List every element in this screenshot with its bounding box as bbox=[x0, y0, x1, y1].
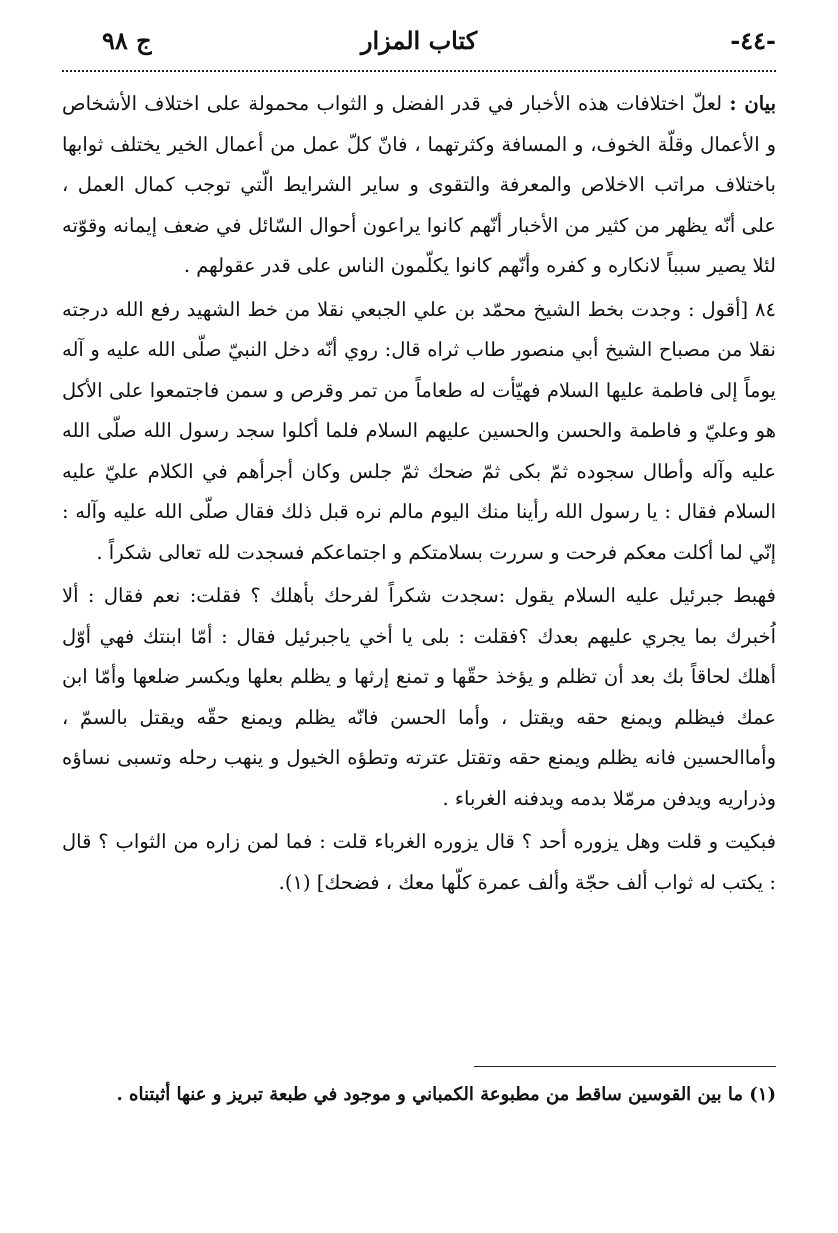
bayan-text: لعلّ اختلافات هذه الأخبار في قدر الفضل و الثواب محمولة على اختلاف الأشخاص و الأعمال وقلّة الخوف، و المسافة وكثرتهما ، فانّ كلّ عمل من أعمال الخير يختلف ثوابها باختلاف مراتب الاخلاص والمعرفة والتقوى و ساير الشرايط الّتي توجب كمال العمل ، على أنّه يظهر من كثير من الأخبار أنّهم كانوا يراعون أحوال السّائل في ضعف إيمانه وقوّته لئلا يصير سبباً لانكاره و كفره وأنّهم كانوا يكلّمون الناس على قدر عقولهم . bbox=[62, 92, 776, 277]
paragraph-bayan bbox=[62, 84, 776, 287]
footnote-rule bbox=[474, 1066, 776, 1067]
footnote-text: ما بين القوسين ساقط من مطبوعة الكمباني و موجود في طبعة تبريز و عنها أثبتناه . bbox=[116, 1084, 743, 1105]
paragraph-84 bbox=[62, 290, 776, 574]
main-text bbox=[62, 84, 776, 903]
jibril-text: فهبط جبرئيل عليه السلام يقول :سجدت شكراً لفرحك بأهلك ؟ فقلت: نعم فقال : ألا اُخبرك بما يجري عليهم بعدك ؟فقلت : بلى يا أخي ياجبرئيل فقال : أمّا ابنتك فهي أوّل أهلك لحاقاً بك بعد أن تظلم و يؤخذ حقّها و تمنع إرثها و يظلم بعلها ويكسر ضلعها وأمّا ابن عمك فيظلم ويمنع حقه ويقتل ، وأما الحسن فانّه يظلم ويمنع حقّه ويقتل بالسمّ ، وأماالحسين فانه يظلم ويمنع حقه وتقتل عترته وتطؤه الخيول و ينهب رحله وتسبى نساؤه وذراريه ويدفن مرمّلا بدمه ويدفنه الغرباء . bbox=[62, 584, 776, 810]
header-dotted-rule bbox=[62, 70, 776, 72]
running-header bbox=[62, 22, 776, 64]
paragraph-final bbox=[62, 822, 776, 903]
volume-label: ج ٩٨ bbox=[102, 26, 152, 55]
footnote bbox=[62, 1076, 776, 1114]
book-title: كتاب المزار bbox=[360, 26, 478, 55]
final-text: فبكيت و قلت وهل يزوره أحد ؟ قال يزوره الغرباء قلت : فما لمن زاره من الثواب ؟ قال : يكتب له ثواب ألف حجّة وألف عمرة كلّها معك ، فضحك] (١). bbox=[62, 830, 776, 894]
footnote-marker: (١) bbox=[749, 1084, 776, 1105]
paragraph-jibril bbox=[62, 576, 776, 819]
book-page bbox=[62, 22, 776, 1212]
bayan-lead: بيان : bbox=[729, 92, 776, 115]
hadith-number: ٨٤ bbox=[755, 297, 776, 321]
hadith-84-text: [أقول : وجدت بخط الشيخ محمّد بن علي الجبعي نقلا من خط الشهيد رفع الله درجته نقلا من مصباح الشيخ أبي منصور طاب ثراه قال: روي أنّه دخل النبيّ صلّى الله عليه و آله يوماً إلى فاطمة عليها السلام فهيّأت له طعاماً من تمر وقرص و سمن فاجتمعوا على الأكل هو وعليّ و فاطمة والحسن والحسين عليهم السلام فلما أكلوا سجد رسول الله صلّى الله عليه وآله وأطال سجوده ثمّ بكى ثمّ ضحك ثمّ جلس وكان أجرأهم في الكلام عليّ عليه السلام فقال : يا رسول الله رأينا منك اليوم مالم نره قبل ذلك فقال صلّى الله عليه وآله : إنّي لما أكلت معكم فرحت و سررت بسلامتكم و اجتماعكم فسجدت لله تعالى شكراً . bbox=[62, 297, 776, 564]
page-number: -٤٤- bbox=[730, 26, 776, 55]
